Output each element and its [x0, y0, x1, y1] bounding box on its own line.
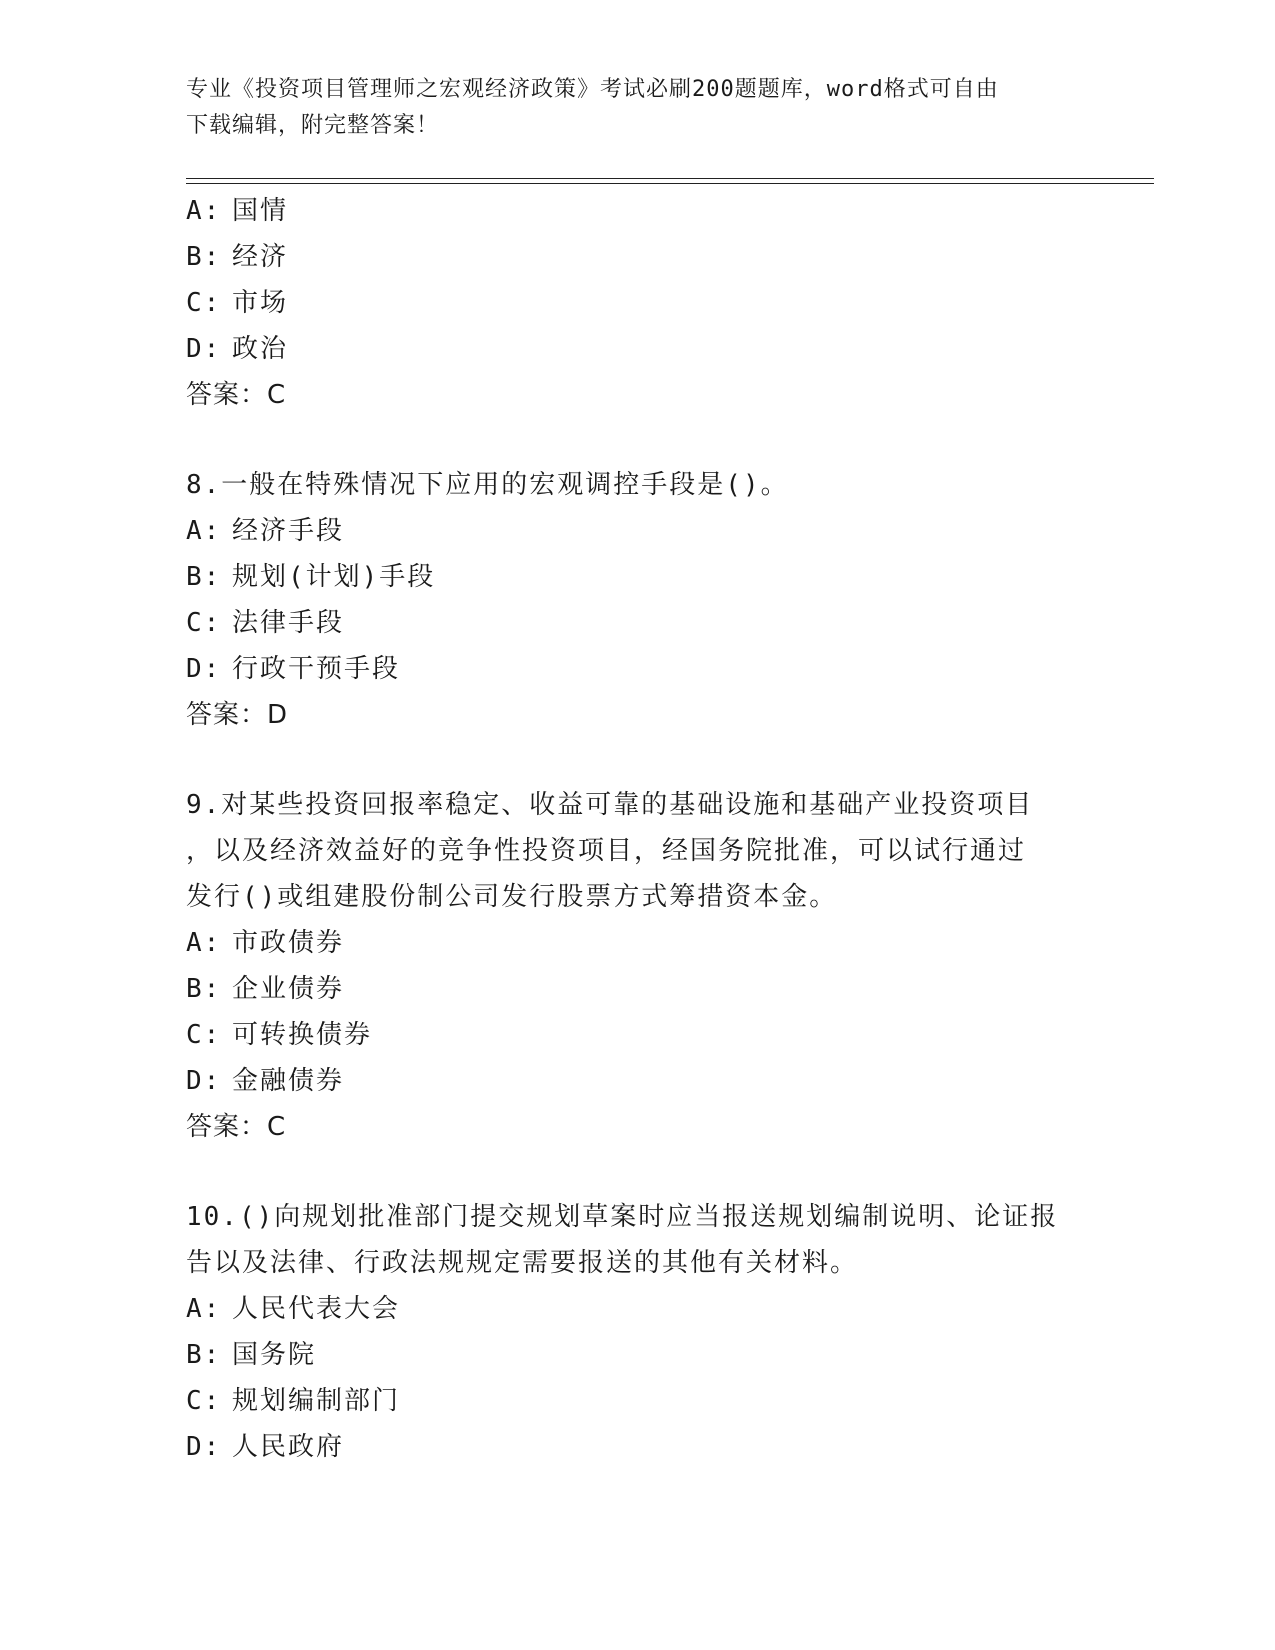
option-b	[186, 1332, 1086, 1378]
option-text: 规划(计划)手段	[232, 562, 436, 592]
option-text: 市政债券	[232, 928, 345, 958]
option-label: B:	[186, 242, 222, 272]
question-stem-line: 发行()或组建股份制公司发行股票方式筹措资本金。	[186, 882, 838, 912]
option-text: 法律手段	[232, 608, 345, 638]
option-text: 经济	[232, 242, 289, 272]
option-text: 行政干预手段	[232, 654, 401, 684]
option-d	[186, 1424, 1086, 1470]
option-text: 人民政府	[232, 1432, 345, 1462]
question-stem: 8.一般在特殊情况下应用的宏观调控手段是()。	[186, 470, 789, 500]
question-9	[186, 782, 1086, 1150]
option-c	[186, 1378, 1086, 1424]
option-b	[186, 234, 1086, 280]
option-label: B:	[186, 562, 222, 592]
option-label: D:	[186, 334, 222, 364]
option-b	[186, 554, 1086, 600]
option-text: 政治	[232, 334, 289, 364]
answer: 答案：C	[186, 380, 287, 410]
option-label: A:	[186, 516, 222, 546]
option-text: 国情	[232, 196, 289, 226]
header-divider-top	[186, 178, 1154, 179]
option-label: B:	[186, 1340, 222, 1370]
option-d	[186, 1058, 1086, 1104]
option-text: 可转换债券	[232, 1020, 373, 1050]
option-label: D:	[186, 1066, 222, 1096]
option-text: 金融债券	[232, 1066, 345, 1096]
option-label: A:	[186, 196, 222, 226]
question-stem-line: 告以及法律、行政法规规定需要报送的其他有关材料。	[186, 1248, 859, 1278]
option-d	[186, 646, 1086, 692]
option-label: A:	[186, 928, 222, 958]
header-line-2: 下载编辑，附完整答案！	[186, 113, 440, 138]
option-text: 国务院	[232, 1340, 317, 1370]
option-a	[186, 188, 1086, 234]
question-stem-line: 9.对某些投资回报率稳定、收益可靠的基础设施和基础产业投资项目	[186, 790, 1034, 820]
answer: 答案：D	[186, 700, 289, 730]
option-c	[186, 1012, 1086, 1058]
option-text: 人民代表大会	[232, 1294, 401, 1324]
option-label: A:	[186, 1294, 222, 1324]
option-b	[186, 966, 1086, 1012]
option-label: C:	[186, 608, 222, 638]
question-stem-line: 10.()向规划批准部门提交规划草案时应当报送规划编制说明、论证报	[186, 1202, 1059, 1232]
option-c	[186, 280, 1086, 326]
option-a	[186, 508, 1086, 554]
option-label: C:	[186, 288, 222, 318]
option-a	[186, 1286, 1086, 1332]
option-text: 市场	[232, 288, 289, 318]
option-text: 企业债券	[232, 974, 345, 1004]
question-7	[186, 188, 1086, 418]
option-label: D:	[186, 1432, 222, 1462]
option-text: 规划编制部门	[232, 1386, 401, 1416]
answer: 答案：C	[186, 1112, 287, 1142]
document-header	[186, 72, 1066, 144]
option-a	[186, 920, 1086, 966]
option-d	[186, 326, 1086, 372]
question-stem-line: ，以及经济效益好的竞争性投资项目，经国务院批准，可以试行通过	[186, 836, 1027, 866]
question-8	[186, 462, 1086, 738]
question-10	[186, 1194, 1086, 1470]
option-label: C:	[186, 1386, 222, 1416]
header-line-1: 专业《投资项目管理师之宏观经济政策》考试必刷200题题库，word格式可自由	[186, 77, 999, 102]
option-text: 经济手段	[232, 516, 345, 546]
option-label: C:	[186, 1020, 222, 1050]
header-divider-bottom	[186, 183, 1154, 184]
question-list	[186, 188, 1086, 1470]
option-label: B:	[186, 974, 222, 1004]
option-c	[186, 600, 1086, 646]
option-label: D:	[186, 654, 222, 684]
